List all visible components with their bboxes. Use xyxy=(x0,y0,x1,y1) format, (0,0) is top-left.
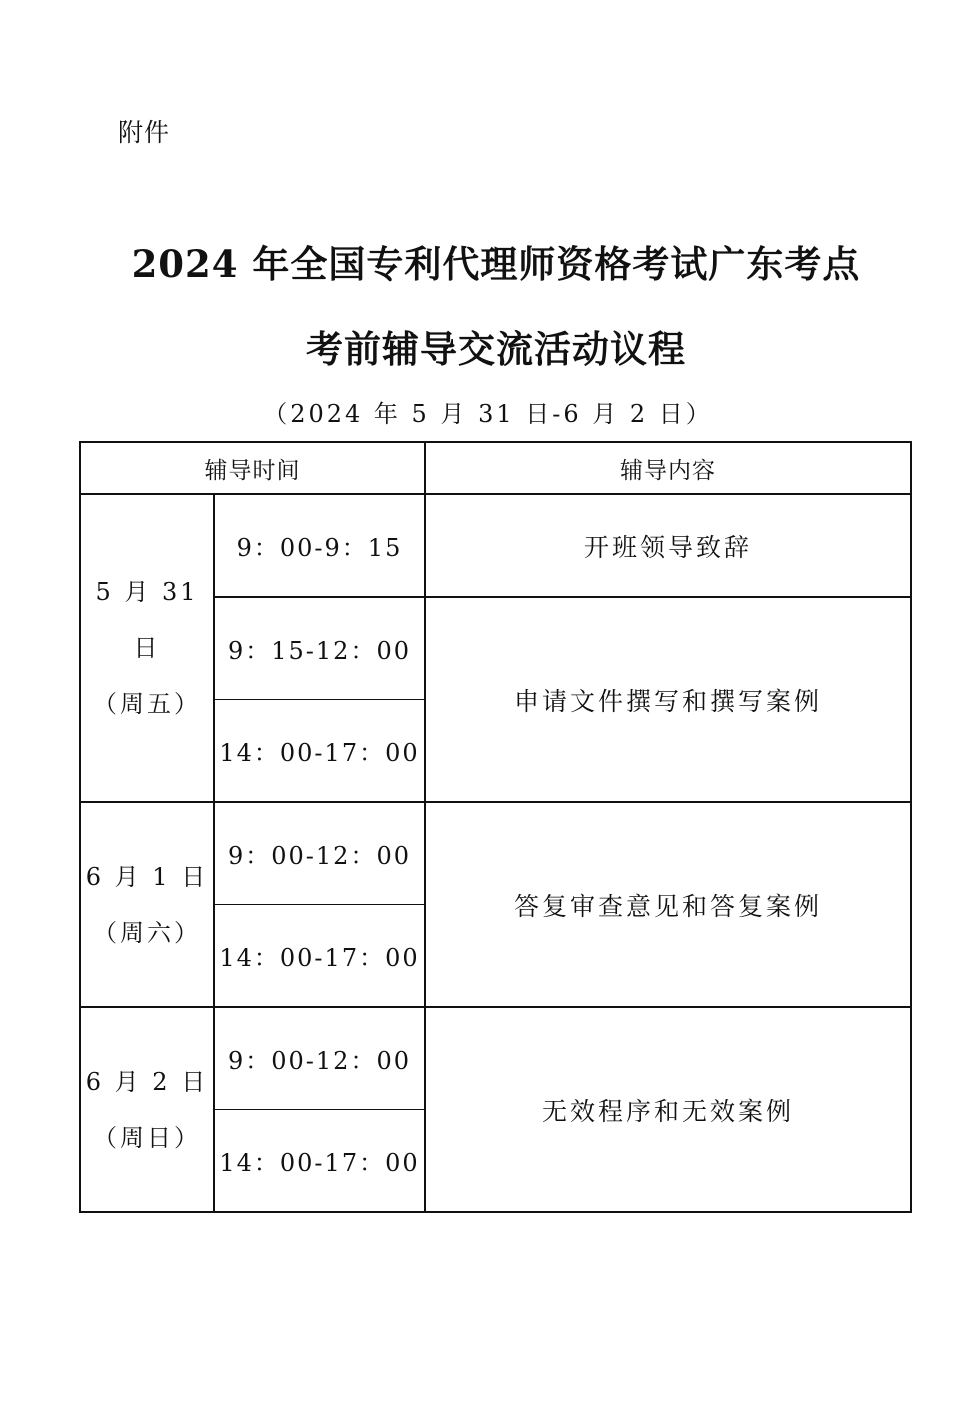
date-label: 5 月 31 日 xyxy=(95,578,199,662)
table-row xyxy=(80,1007,911,1110)
table-header-row xyxy=(80,442,911,494)
content-cell: 申请文件撰写和撰写案例 xyxy=(425,597,911,802)
schedule-table xyxy=(79,441,912,1213)
weekday-label: （周六） xyxy=(93,918,201,947)
document-title-line-1: 2024 年全国专利代理师资格考试广东考点 xyxy=(131,242,861,286)
table-row xyxy=(80,802,911,905)
time-slot: 9：15-12：00 xyxy=(214,597,425,700)
content-cell: 开班领导致辞 xyxy=(425,494,911,597)
weekday-label: （周日） xyxy=(93,1123,201,1152)
document-title-line-2: 考前辅导交流活动议程 xyxy=(306,327,686,371)
time-slot: 14：00-17：00 xyxy=(214,700,425,803)
time-slot: 9：00-12：00 xyxy=(214,1007,425,1110)
header-content: 辅导内容 xyxy=(425,442,911,494)
date-label: 6 月 1 日 xyxy=(85,862,209,891)
time-slot: 14：00-17：00 xyxy=(214,1110,425,1213)
date-cell-day2 xyxy=(80,802,214,1007)
attachment-label: 附件 xyxy=(118,118,171,147)
date-range-subtitle: （2024 年 5 月 31 日-6 月 2 日） xyxy=(263,400,713,428)
content-cell: 答复审查意见和答复案例 xyxy=(425,802,911,1007)
date-label: 6 月 2 日 xyxy=(85,1067,209,1096)
time-slot: 9：00-9：15 xyxy=(214,494,425,597)
date-cell-day1 xyxy=(80,494,214,802)
time-slot: 9：00-12：00 xyxy=(214,802,425,905)
header-time: 辅导时间 xyxy=(80,442,425,494)
content-cell: 无效程序和无效案例 xyxy=(425,1007,911,1212)
table-row xyxy=(80,494,911,597)
date-cell-day3 xyxy=(80,1007,214,1212)
weekday-label: （周五） xyxy=(93,690,201,718)
time-slot: 14：00-17：00 xyxy=(214,905,425,1008)
